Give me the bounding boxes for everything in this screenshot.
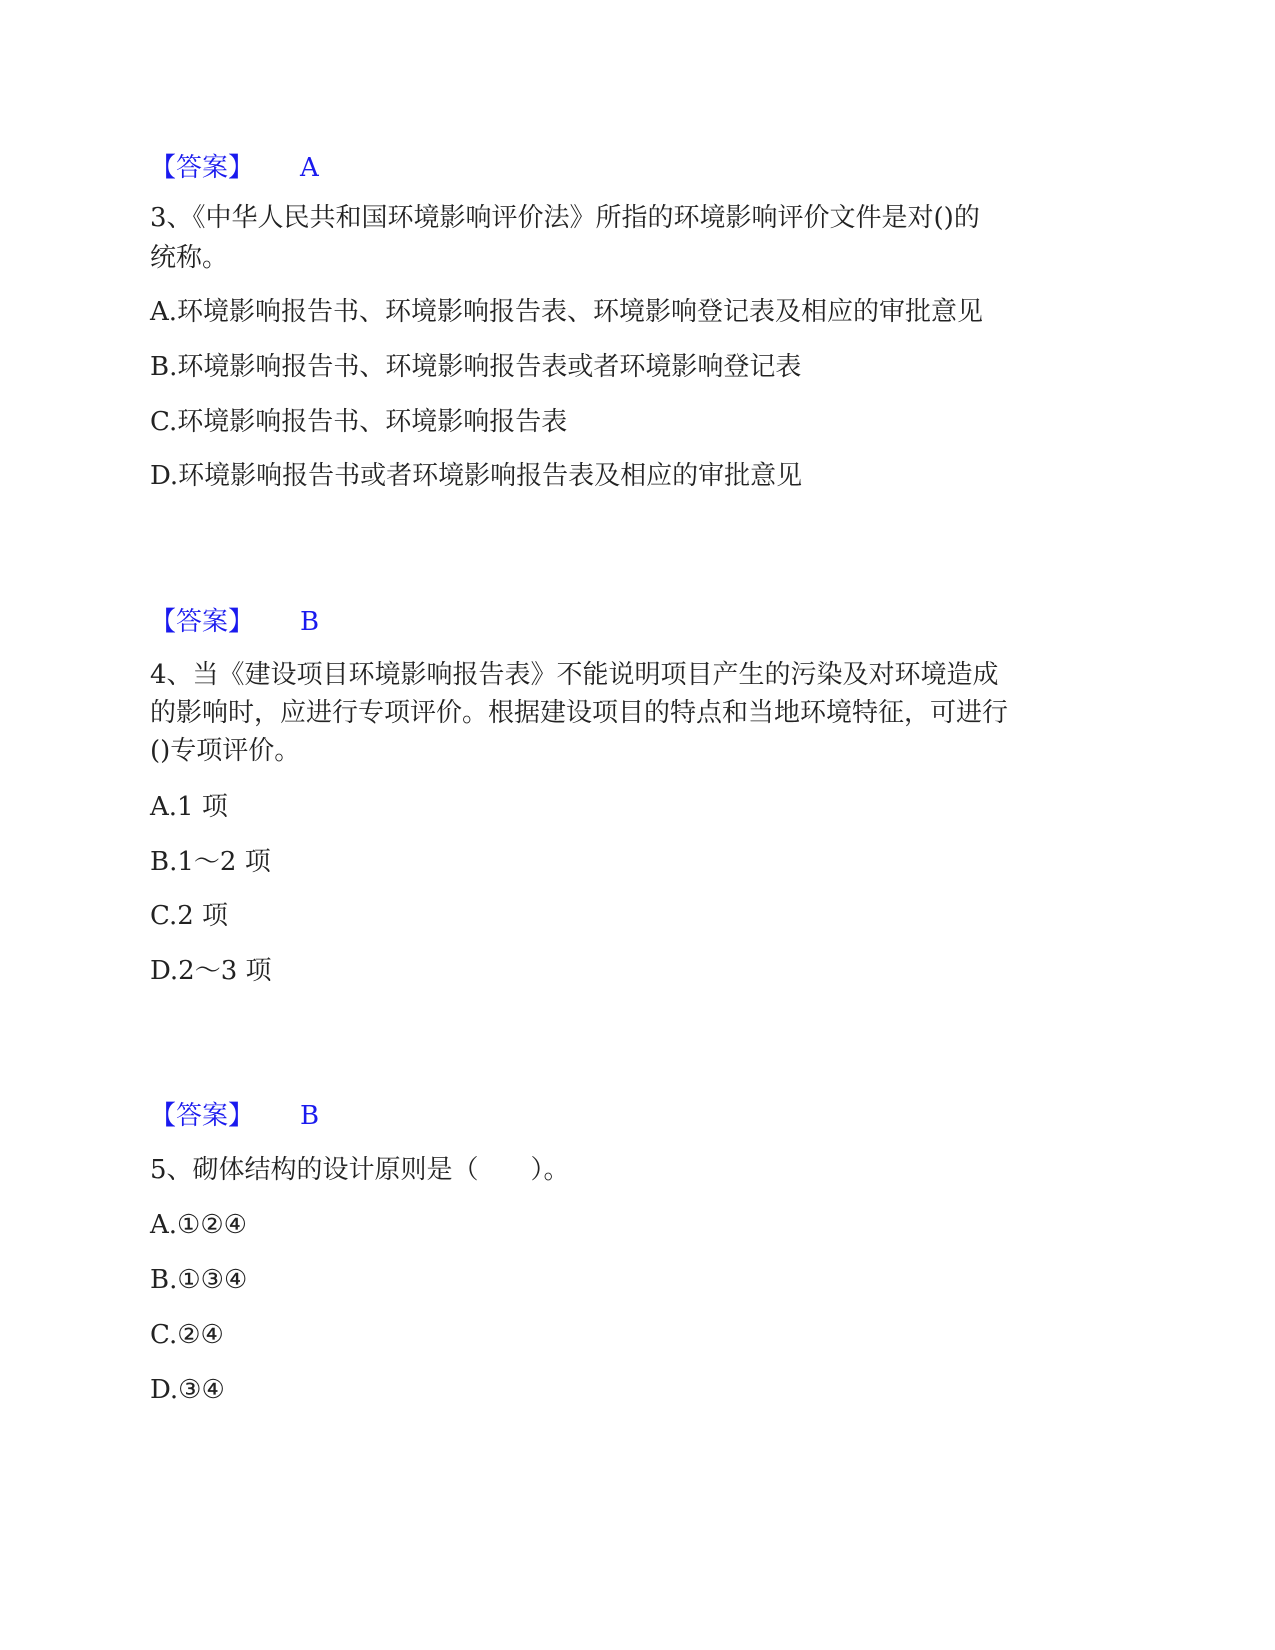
question-3-option-b: B.环境影响报告书、环境影响报告表或者环境影响登记表 [150,352,802,382]
question-5-option-d: D.③④ [150,1375,225,1405]
question-4-stem-line-3: ()专项评价。 [150,736,301,766]
answer-value: B [300,607,320,637]
question-5-option-c: C.②④ [150,1320,224,1350]
answer-line [150,1096,1110,1136]
question-3-stem-line-2: 统称。 [150,243,229,273]
answer-value: A [300,153,319,183]
question-4-option-a: A.1 项 [150,792,228,822]
question-3-stem-line-1: 3、《中华人民共和国环境影响评价法》所指的环境影响评价文件是对()的 [150,203,980,233]
answer-value: B [300,1101,320,1131]
question-3-option-c: C.环境影响报告书、环境影响报告表 [150,407,568,437]
question-3-option-a: A.环境影响报告书、环境影响报告表、环境影响登记表及相应的审批意见 [150,297,984,327]
answer-label: 【答案】 [150,607,255,637]
question-4-option-d: D.2～3 项 [150,956,272,986]
question-3-option-d: D.环境影响报告书或者环境影响报告表及相应的审批意见 [150,461,803,491]
question-4-stem-line-2: 的影响时，应进行专项评价。根据建设项目的特点和当地环境特征，可进行 [150,698,1009,728]
answer-line [150,148,1110,188]
answer-label: 【答案】 [150,1101,255,1131]
question-5-option-b: B.①③④ [150,1265,248,1295]
question-4-option-b: B.1～2 项 [150,847,271,877]
answer-line [150,602,1110,642]
question-5-option-a: A.①②④ [150,1210,247,1240]
question-4-option-c: C.2 项 [150,901,229,931]
question-5-stem-line-1: 5、砌体结构的设计原则是（ ）。 [150,1155,570,1185]
question-4-stem-line-1: 4、当《建设项目环境影响报告表》不能说明项目产生的污染及对环境造成 [150,660,999,690]
answer-label: 【答案】 [150,153,255,183]
